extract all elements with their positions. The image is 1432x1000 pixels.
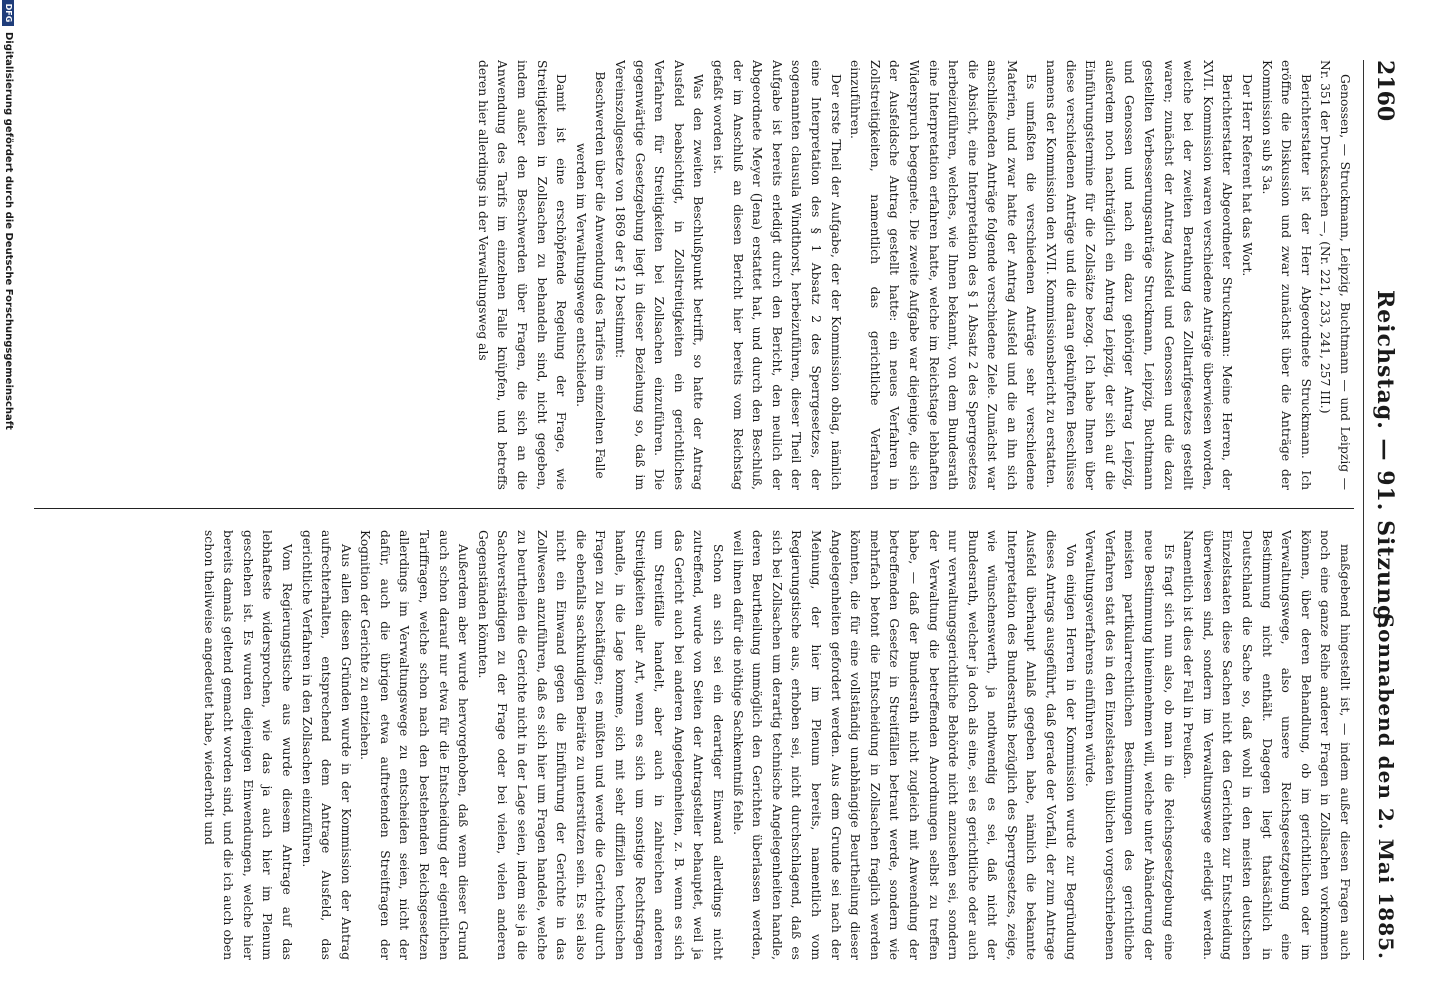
paragraph: Genossen, — Struckmann, Leipzig, Buchtmann — und Leipzig — Nr. 351 der Drucksachen —, (Nr. 221, 233, 241, 257 III.) bbox=[1318, 60, 1352, 490]
running-head: Reichstag. — 91. Sitzung. bbox=[1372, 290, 1398, 631]
paragraph: Was den zweiten Beschlußpunkt betrifft, so hatte der Antrag Ausfeld beabsichtigt, in Zollstreitigkeiten ein gerichtliches Verfahren für Streitigkeiten bei Zollsachen einzuführen. Die gegenwärtige Gesetzgebung liegt in dieser Beziehung so, daß im Vereinszollgesetze von 1869 der § 12 bestimmt: bbox=[613, 60, 706, 490]
date-header: Sonnabend den 2. Mai 1885. bbox=[1374, 613, 1398, 960]
left-column bbox=[34, 60, 1354, 490]
paragraph: Es umfaßten die verschiedenen Anträge sehr verschiedene Materien, und zwar hatte der Antrag Ausfeld und die an ihn sich anschließenden Anträge folgende verschiedene Ziele. Zunächst war die Absicht, eine Interpretation des § 1 Absatz 2 des Sperrgesetzes herbeizuführen, welches, wie Ihnen bekannt, von dem Bundesrath eine Interpretation erfahren hatte, welche im Reichstage lebhaften Widerspruch begegnete. Die zweite Aufgabe war diejenige, die sich der Ausfeldsche Antrag gestellt hatte: ein neues Verfahren in Zollstreitigkeiten, namentlich das gerichtliche Verfahren einzuführen. bbox=[848, 60, 1039, 490]
paragraph: Berichterstatter ist der Herr Abgeordnete Struckmann. Ich eröffne die Diskussion und zwar zunächst über die Anträge der Kommission sub § 3a. bbox=[1259, 60, 1313, 490]
quoted-provision: Beschwerden über die Anwendung des Tarifes im einzelnen Falle werden im Verwaltungswege entschieden. bbox=[573, 71, 608, 479]
paragraph: Der erste Theil der Aufgabe, der der Kommission oblag, nämlich eine Interpretation des § 1 Absatz 2 des Sperrgesetzes, der sogenannten clausula Windthorst, herbeizuführen, dieser Theil der Aufgabe ist bereits erledigt durch den Bericht, den neulich der Abgeordnete Meyer (Jena) erstattet hat, und durch den Beschluß, der im Anschluß an diesen Bericht hier bereits vom Reichstag gefaßt worden ist. bbox=[711, 60, 843, 490]
page-header bbox=[1363, 60, 1404, 960]
dfg-logo: DFG bbox=[2, 0, 14, 26]
column-divider bbox=[34, 508, 1354, 509]
page-number: 2160 bbox=[1372, 60, 1398, 122]
paragraph: Von einigen Herren in der Kommission wurde zur Begründung dieses Antrags ausgeführt, daß gerade der Vorfall, der zum Antrage Ausfeld überhaupt Anlaß gegeben habe, nämlich die bekannte Interpretation des Bundesraths bezüglich des Sperrgesetzes, zeige, wie wünschenswerth, ja nothwendig es sei, daß nicht der Bundesrath, welcher ja doch als eine, sei es gerichtliche oder auch nur verwaltungsgerichtliche Behörde nicht anzusehen sei, sondern der Verwaltung die betreffenden Anordnungen selbst zu treffen habe, — daß der Bundesrath nicht zugleich mit Anwendung der betreffenden Gesetze in Streitfällen betraut werde, sondern wie mehrfach betont die Entscheidung in Zollsachen fraglich werden könnten, die für eine vollständig unabhängige Beurtheilung dieser Angelegenheiten gefordert werden. Aus dem Grunde sei nach der Meinung, der hier im Plenum bereits, namentlich vom Regierungstische aus, erhoben sei, nicht durchschlagend, daß es sich bei Zollsachen um derartig technische Angelegenheiten handle, deren Beurtheilung unmöglich den Gerichten überlassen werden, weil ihnen dafür die nöthige Sachkenntniß fehle. bbox=[730, 530, 1078, 960]
paragraph: maßgebend hingestellt ist, — indem außer diesen Fragen auch noch eine ganze Reihe anderer Fragen in Zollsachen vorkommen können, über deren Behandlung, ob im gerichtlichen oder im Verwaltungswege, also unsere Reichsgesetzgebung eine Bestimmung nicht enthält. Dagegen liegt thatsächlich in Deutschland die Sache so, daß wohl in den meisten deutschen Einzelstaaten diese Sachen nicht den Gerichten zur Entscheidung überwiesen sind, sondern im Verwaltungswege erledigt werden. Namentlich ist dies der Fall in Preußen. bbox=[1181, 530, 1352, 960]
footer-text: Digitalisierung gefördert durch die Deutsche Forschungsgemeinschaft bbox=[3, 32, 14, 430]
digitization-footer bbox=[0, 0, 16, 1000]
paragraph: Aus allen diesen Gründen wurde in der Kommission der Antrag aufrechterhalten, entsprechend dem Antrage Ausfeld, das gerichtliche Verfahren in den Zollsachen einzuführen. bbox=[299, 530, 353, 960]
paragraph: Außerdem aber wurde hervorgehoben, daß wenn dieser Grund auch schon darauf nur etwa für die Entscheidung der eigentlichen Tariffragen, welche schon nach den bestehenden Reichsgesetzen allerdings im Verwaltungswege zu entscheiden seien, nicht der dafür, auch die übrigen etwa auftretenden Streitfragen der Kognition der Gerichte zu entziehen. bbox=[358, 530, 471, 960]
paragraph: Berichterstatter Abgeordneter Struckmann: Meine Herren, der XVII. Kommission waren verschiedene Anträge überwiesen worden, welche bei der zweiten Berathung des Zolltarifgesetzes gestellt waren; zunächst der Antrag Ausfeld und Genossen und die dazu gestellten Verbesserungsanträge Struckmann, Leipzig, Buchtmann und Genossen und nach ein dazu gehöriger Antrag Leipzig, außerdem noch nachträglich ein Antrag Leipzig, der sich auf die Einführungstermine für die Zollsätze bezog. Ich habe Ihnen über diese verschiedenen Anträge und die daran geknüpften Beschlüsse namens der Kommission den XVII. Kommissionsbericht zu erstatten. bbox=[1044, 60, 1235, 490]
paragraph: Der Herr Referent hat das Wort. bbox=[1240, 74, 1255, 277]
paragraph: Damit ist eine erschöpfende Regelung der Frage, wie Streitigkeiten in Zollsachen zu behandeln sind, nicht gegeben, indem außer den Beschwerden über Fragen, die sich an die Anwendung des Tarifs im einzelnen Falle knüpfen, und betreffs deren hier allerdings in der Verwaltungsweg als bbox=[475, 60, 569, 490]
paragraph: Es fragt sich nun also, ob man in die Reichsgesetzgebung eine neue Bestimmung hineinnehmen will, welche unter Abänderung der meisten partikularrechtlichen Bestimmungen des gerichtliche Verfahren statt des in den Einzelstaaten üblichen vorgeschriebenen Verwaltungsverfahrens einführen würde. bbox=[1083, 530, 1176, 960]
paragraph: Schon an sich sei ein derartiger Einwand allerdings nicht zutreffend, wurde von Seiten der Antragsteller behauptet, weil ja das Gericht auch bei anderen Angelegenheiten, z. B. wenn es sich um Streitfälle handelt, aber auch in zahlreichen anderen Streitigkeiten aller Art, wenn es sich um sonstige Rechtsfragen handle, in die Lage komme, sich mit sehr diffizilen technischen Fragen zu beschäftigen; es müßten und werde die Gerichte durch die ebenfalls sachkundigen Beiräte zu unterstützen sein. Es sei also nicht ein Einwand gegen die Einführung der Gerichte in das Zollwesen anzuführen, daß es sich hier um Fragen handele, welche zu beurtheilen die Gerichte nicht in der Lage seien, indem sie ja die Sachverständigen zu der Frage oder bei vielen, vielen anderen Gegenständen könnten. bbox=[475, 530, 725, 960]
right-column bbox=[34, 530, 1354, 960]
paragraph: Vom Regierungstische aus wurde diesem Antrage auf das lebhafteste widersprochen, wie das ja auch hier im Plenum geschehen ist. Es wurden diejenigen Einwendungen, welche hier bereits damals geltend gemacht worden sind, und die ich auch oben schon theilweise angedeutet habe, wiederholt und bbox=[201, 530, 294, 960]
